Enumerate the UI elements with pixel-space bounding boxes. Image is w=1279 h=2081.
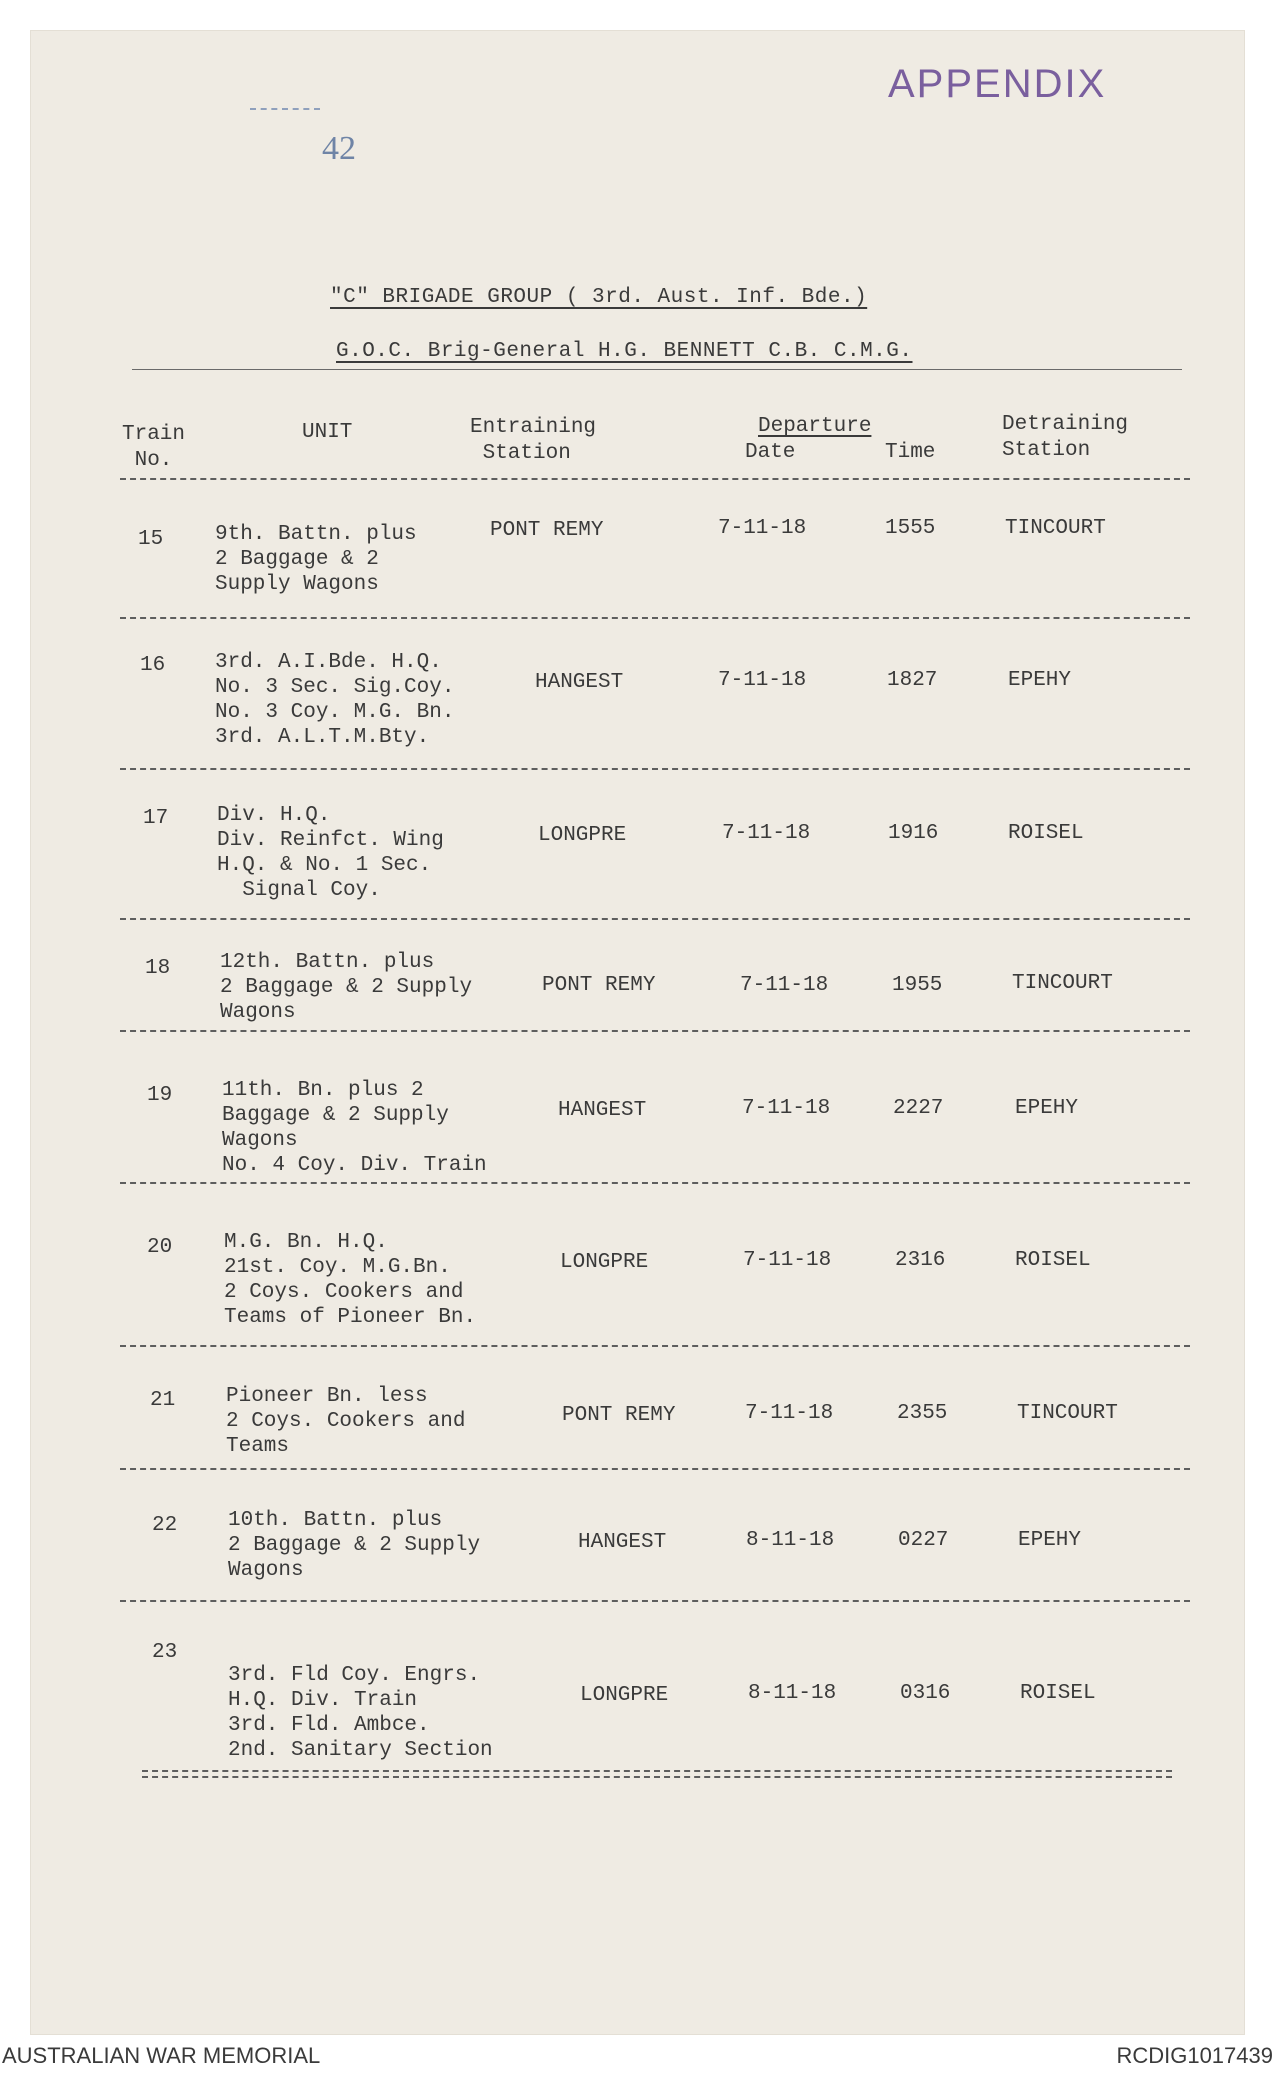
- departure-date-cell: 8-11-18: [746, 1529, 835, 1552]
- header-unit: UNIT: [302, 421, 353, 444]
- departure-date-cell: 8-11-18: [748, 1682, 837, 1705]
- detraining-station-cell: ROISEL: [1008, 822, 1084, 845]
- train-number: 19: [147, 1084, 173, 1107]
- detraining-station-cell: TINCOURT: [1012, 972, 1113, 995]
- row-separator: [120, 1182, 1190, 1184]
- departure-time-cell: 1916: [888, 822, 939, 845]
- departure-time-cell: 1555: [885, 517, 936, 540]
- departure-date-cell: 7-11-18: [740, 974, 829, 997]
- departure-date-cell: 7-11-18: [718, 517, 807, 540]
- page-number: 42: [322, 130, 356, 167]
- train-number: 16: [140, 654, 166, 677]
- table-end-separator: [142, 1770, 1172, 1778]
- unit-cell: Pioneer Bn. less 2 Coys. Cookers and Teams: [226, 1385, 466, 1458]
- header-train-no: Train No.: [122, 423, 186, 472]
- entraining-station-cell: LONGPRE: [560, 1251, 649, 1274]
- header-time: Time: [885, 441, 936, 464]
- detraining-station-cell: EPEHY: [1018, 1529, 1082, 1552]
- unit-cell: 12th. Battn. plus 2 Baggage & 2 Supply Wagons: [220, 951, 473, 1024]
- unit-cell: 10th. Battn. plus 2 Baggage & 2 Supply Wagons: [228, 1509, 481, 1582]
- page-number-dash: [250, 108, 320, 110]
- entraining-station-cell: LONGPRE: [538, 824, 627, 847]
- train-number: 20: [147, 1236, 173, 1259]
- detraining-station-cell: ROISEL: [1015, 1249, 1091, 1272]
- detraining-station-cell: TINCOURT: [1017, 1402, 1118, 1425]
- train-number: 18: [145, 957, 171, 980]
- footer-left-credit: AUSTRALIAN WAR MEMORIAL: [2, 2043, 321, 2068]
- document-page: [30, 30, 1245, 2035]
- departure-time-cell: 1827: [887, 669, 938, 692]
- departure-time-cell: 1955: [892, 974, 943, 997]
- detraining-station-cell: TINCOURT: [1005, 517, 1106, 540]
- header-separator: [120, 478, 1190, 480]
- row-separator: [120, 1600, 1190, 1602]
- row-separator: [120, 918, 1190, 920]
- unit-cell: Div. H.Q. Div. Reinfct. Wing H.Q. & No. 1 Sec. Signal Coy.: [217, 804, 444, 902]
- detraining-station-cell: ROISEL: [1020, 1682, 1096, 1705]
- entraining-station-cell: PONT REMY: [490, 519, 604, 542]
- unit-cell: 9th. Battn. plus 2 Baggage & 2 Supply Wagons: [215, 523, 417, 596]
- train-number: 23: [152, 1641, 178, 1664]
- detraining-station-cell: EPEHY: [1015, 1097, 1079, 1120]
- departure-time-cell: 0316: [900, 1682, 951, 1705]
- entraining-station-cell: HANGEST: [535, 671, 624, 694]
- departure-date-cell: 7-11-18: [742, 1097, 831, 1120]
- unit-cell: M.G. Bn. H.Q. 21st. Coy. M.G.Bn. 2 Coys. Cookers and Teams of Pioneer Bn.: [224, 1231, 477, 1329]
- departure-time-cell: 2355: [897, 1402, 948, 1425]
- row-separator: [120, 617, 1190, 619]
- train-number: 17: [143, 807, 169, 830]
- departure-date-cell: 7-11-18: [745, 1402, 834, 1425]
- header-date: Date: [745, 441, 796, 464]
- row-separator: [120, 1345, 1190, 1347]
- detraining-station-cell: EPEHY: [1008, 669, 1072, 692]
- departure-date-cell: 7-11-18: [718, 669, 807, 692]
- appendix-stamp: APPENDIX: [888, 62, 1107, 106]
- entraining-station-cell: PONT REMY: [542, 974, 656, 997]
- unit-cell: 3rd. A.I.Bde. H.Q. No. 3 Sec. Sig.Coy. No. 3 Coy. M.G. Bn. 3rd. A.L.T.M.Bty.: [215, 651, 455, 749]
- departure-date-cell: 7-11-18: [743, 1249, 832, 1272]
- subtitle-rule: [132, 369, 1182, 370]
- departure-time-cell: 0227: [898, 1529, 949, 1552]
- header-detraining-station: Detraining Station: [1002, 413, 1129, 462]
- document-subtitle: G.O.C. Brig-General H.G. BENNETT C.B. C.M.G.: [336, 340, 913, 363]
- departure-time-cell: 2316: [895, 1249, 946, 1272]
- entraining-station-cell: PONT REMY: [562, 1404, 676, 1427]
- entraining-station-cell: LONGPRE: [580, 1684, 669, 1707]
- row-separator: [120, 1030, 1190, 1032]
- document-title: "C" BRIGADE GROUP ( 3rd. Aust. Inf. Bde.): [330, 286, 868, 309]
- train-number: 22: [152, 1514, 178, 1537]
- row-separator: [120, 1468, 1190, 1470]
- departure-date-cell: 7-11-18: [722, 822, 811, 845]
- row-separator: [120, 768, 1190, 770]
- entraining-station-cell: HANGEST: [558, 1099, 647, 1122]
- entraining-station-cell: HANGEST: [578, 1531, 667, 1554]
- unit-cell: 11th. Bn. plus 2 Baggage & 2 Supply Wagons No. 4 Coy. Div. Train: [222, 1079, 487, 1177]
- train-number: 15: [138, 528, 164, 551]
- header-departure: Departure: [758, 415, 872, 438]
- unit-cell: 3rd. Fld Coy. Engrs. H.Q. Div. Train 3rd. Fld. Ambce. 2nd. Sanitary Section: [228, 1664, 493, 1762]
- departure-time-cell: 2227: [893, 1097, 944, 1120]
- header-entraining-station: Entraining Station: [470, 416, 597, 465]
- train-number: 21: [150, 1389, 176, 1412]
- footer-right-id: RCDIG1017439: [1116, 2043, 1273, 2068]
